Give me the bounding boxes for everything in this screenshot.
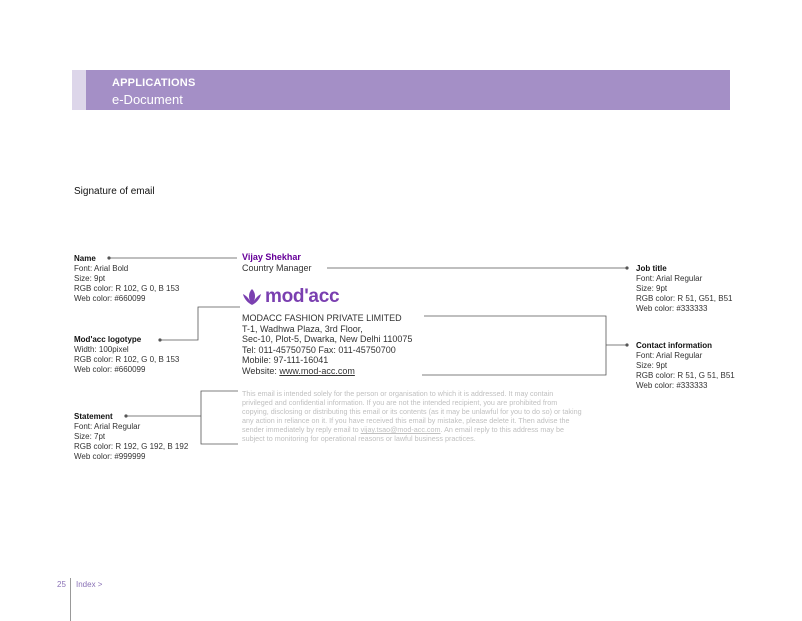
spec-line: Font: Arial Regular — [636, 351, 703, 360]
spec-job-title — [636, 264, 733, 314]
spec-line: Size: 9pt — [636, 361, 668, 370]
spec-line: RGB color: R 51, G 51, B51 — [636, 371, 735, 380]
spec-line: RGB color: R 192, G 192, B 192 — [74, 442, 189, 451]
spec-contact — [636, 341, 735, 391]
mobile: Mobile: 97-111-16041 — [242, 355, 329, 366]
legal-statement — [242, 389, 582, 444]
spec-line: RGB color: R 102, G 0, B 153 — [74, 284, 180, 293]
statement-bracket — [201, 391, 238, 444]
address-line-1: T-1, Wadhwa Plaza, 3rd Floor, — [242, 323, 363, 334]
spec-line: Font: Arial Regular — [74, 422, 141, 431]
contact-dot — [625, 343, 628, 346]
spec-line: Font: Arial Regular — [636, 274, 703, 283]
signature-job-title: Country Manager — [242, 263, 312, 273]
spec-heading: Mod'acc logotype — [74, 335, 142, 344]
tel-fax: Tel: 011-45750750 Fax: 011-45750700 — [242, 344, 396, 355]
spec-heading: Statement — [74, 412, 113, 421]
spec-line: Web color: #660099 — [74, 365, 146, 374]
spec-line: Web color: #999999 — [74, 452, 146, 461]
spec-line: Size: 7pt — [74, 432, 106, 441]
signature-contact — [242, 313, 412, 377]
job-title-dot — [625, 266, 628, 269]
spec-line: Font: Arial Bold — [74, 264, 129, 273]
spec-line: Web color: #333333 — [636, 381, 708, 390]
subtitle: Signature of email — [74, 186, 155, 197]
page-number: 25 — [57, 580, 66, 589]
spec-line: Web color: #333333 — [636, 304, 708, 313]
spec-heading: Contact information — [636, 341, 712, 350]
website-link[interactable]: www.mod-acc.com — [279, 365, 355, 376]
spec-statement — [74, 412, 188, 462]
spec-heading: Name — [74, 254, 96, 263]
footer-divider — [70, 578, 71, 621]
spec-line: Width: 100pixel — [74, 345, 129, 354]
spec-line: Size: 9pt — [636, 284, 668, 293]
page-title: e-Document — [112, 92, 183, 107]
spec-line: RGB color: R 51, G51, B51 — [636, 294, 733, 303]
spec-heading: Job title — [636, 264, 667, 273]
leaf-logo-icon — [242, 287, 262, 307]
contact-bracket — [422, 316, 606, 375]
spec-line: RGB color: R 102, G 0, B 153 — [74, 355, 180, 364]
statement-text: This email is intended solely for the person or organisation to which it is addressed. It may contain privileged and confidential information. If you are not the intended recipient, you are prohibited from copying, disclosing or distributing this email or its contents (as it may be unlawful for you to do so) or taking any action in reliance on it. If you have received this email by mistake, please delete it. Then advise the sender immediately by reply email to — [242, 389, 582, 435]
spec-name — [74, 254, 179, 304]
website-line — [242, 366, 412, 377]
index-link[interactable]: Index > — [76, 580, 103, 589]
spec-line: Size: 9pt — [74, 274, 106, 283]
website-label: Website: — [242, 365, 280, 376]
section-label: APPLICATIONS — [112, 77, 196, 89]
modacc-logo — [242, 286, 339, 308]
logo-text: mod'acc — [265, 286, 340, 307]
company-name: MODACC FASHION PRIVATE LIMITED — [242, 313, 402, 323]
spec-line: Web color: #660099 — [74, 294, 146, 303]
spec-logotype — [74, 335, 179, 375]
address-line-2: Sec-10, Plot-5, Dwarka, New Delhi 110075 — [242, 334, 413, 345]
statement-email-link[interactable]: vijay.tsao@mod-acc.com — [360, 425, 441, 435]
signature-name: Vijay Shekhar — [242, 252, 301, 262]
statement-text-end: . An email reply to this address may be subject to monitoring for operational reasons or lawful business practices. — [242, 425, 564, 444]
